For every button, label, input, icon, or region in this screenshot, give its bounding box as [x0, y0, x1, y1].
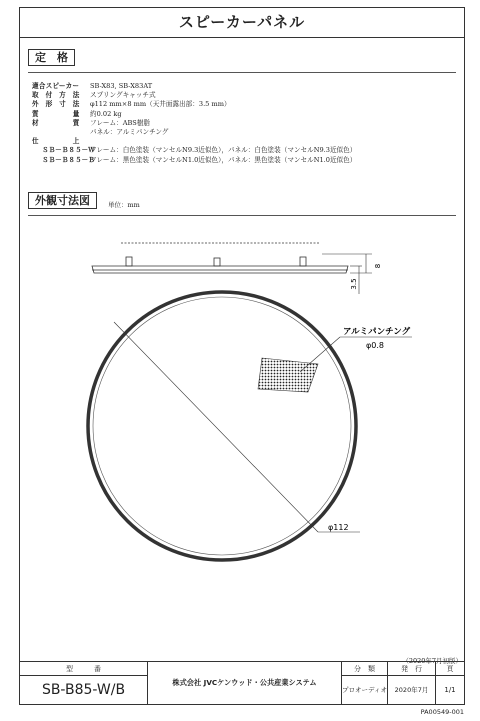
- callout-value: φ0.8: [366, 341, 384, 350]
- spec-row: 取 付 方 法 スプリングキャッチ式: [32, 91, 156, 100]
- page-header: 頁: [436, 662, 464, 676]
- spec-row: 仕 上: [32, 137, 80, 146]
- side-view: [92, 243, 348, 273]
- page-number: 1/1: [444, 686, 456, 694]
- category-header: 分 類: [342, 662, 388, 676]
- category-value: プロオーディオ: [342, 676, 388, 704]
- model-header: 型 番: [20, 662, 148, 676]
- edition-note: （2020年7月初版）: [402, 657, 462, 665]
- dimension-section-label: 外観寸法図: [28, 192, 97, 209]
- spec-row: 質 量 約0.02 kg: [32, 109, 122, 118]
- callout-label: アルミパンチング: [343, 327, 411, 337]
- spring-clip-center: [214, 258, 220, 266]
- spec-row: 外 形 寸 法 φ112 mm×8 mm（天井面露出部：3.5 mm）: [32, 100, 231, 109]
- issue-date: 2020年7月: [388, 676, 436, 704]
- diameter-label: φ112: [328, 523, 349, 532]
- panel-inner-ring: [93, 297, 351, 555]
- issue-header: 発 行: [388, 662, 436, 676]
- spec-row: 適合スピーカー SB-X83, SB-X83AT: [32, 82, 153, 90]
- page-title: スピーカーパネル: [20, 8, 464, 38]
- spec-row: 材 質 フレーム：ABS樹脂: [32, 118, 151, 127]
- document-number: PA00549-001: [420, 708, 464, 716]
- model-number: SB-B85-W/B: [20, 676, 148, 704]
- side-view-frame: [92, 266, 348, 273]
- finish-row: ＳＢ－Ｂ８５－Ｂ フレーム：黒色塗装（マンセルN1.0近似色），パネル：黒色塗装（マンセルN1.0近似色）: [42, 155, 357, 164]
- dim-exposed-label: 3.5: [350, 278, 358, 290]
- diameter-leader-line: [114, 322, 318, 532]
- side-dimensions: [322, 254, 372, 294]
- spec-row: パネル：アルミパンチング: [90, 128, 169, 137]
- company-name: 株式会社 JVCケンウッド・公共産業システム: [148, 662, 342, 704]
- spring-clip-left: [126, 257, 132, 266]
- panel-outer-ring: [88, 292, 356, 560]
- aluminum-punching-sample: [258, 358, 318, 392]
- spring-clip-right: [300, 257, 306, 266]
- finish-row: ＳＢ－Ｂ８５－Ｗ フレーム：白色塗装（マンセルN9.3近似色），パネル：白色塗装（マンセルN9.3近似色）: [42, 146, 357, 155]
- unit-note: 単位：mm: [108, 201, 140, 209]
- dim-height-label: 8: [374, 263, 382, 269]
- spec-section-label: 定 格: [28, 49, 75, 66]
